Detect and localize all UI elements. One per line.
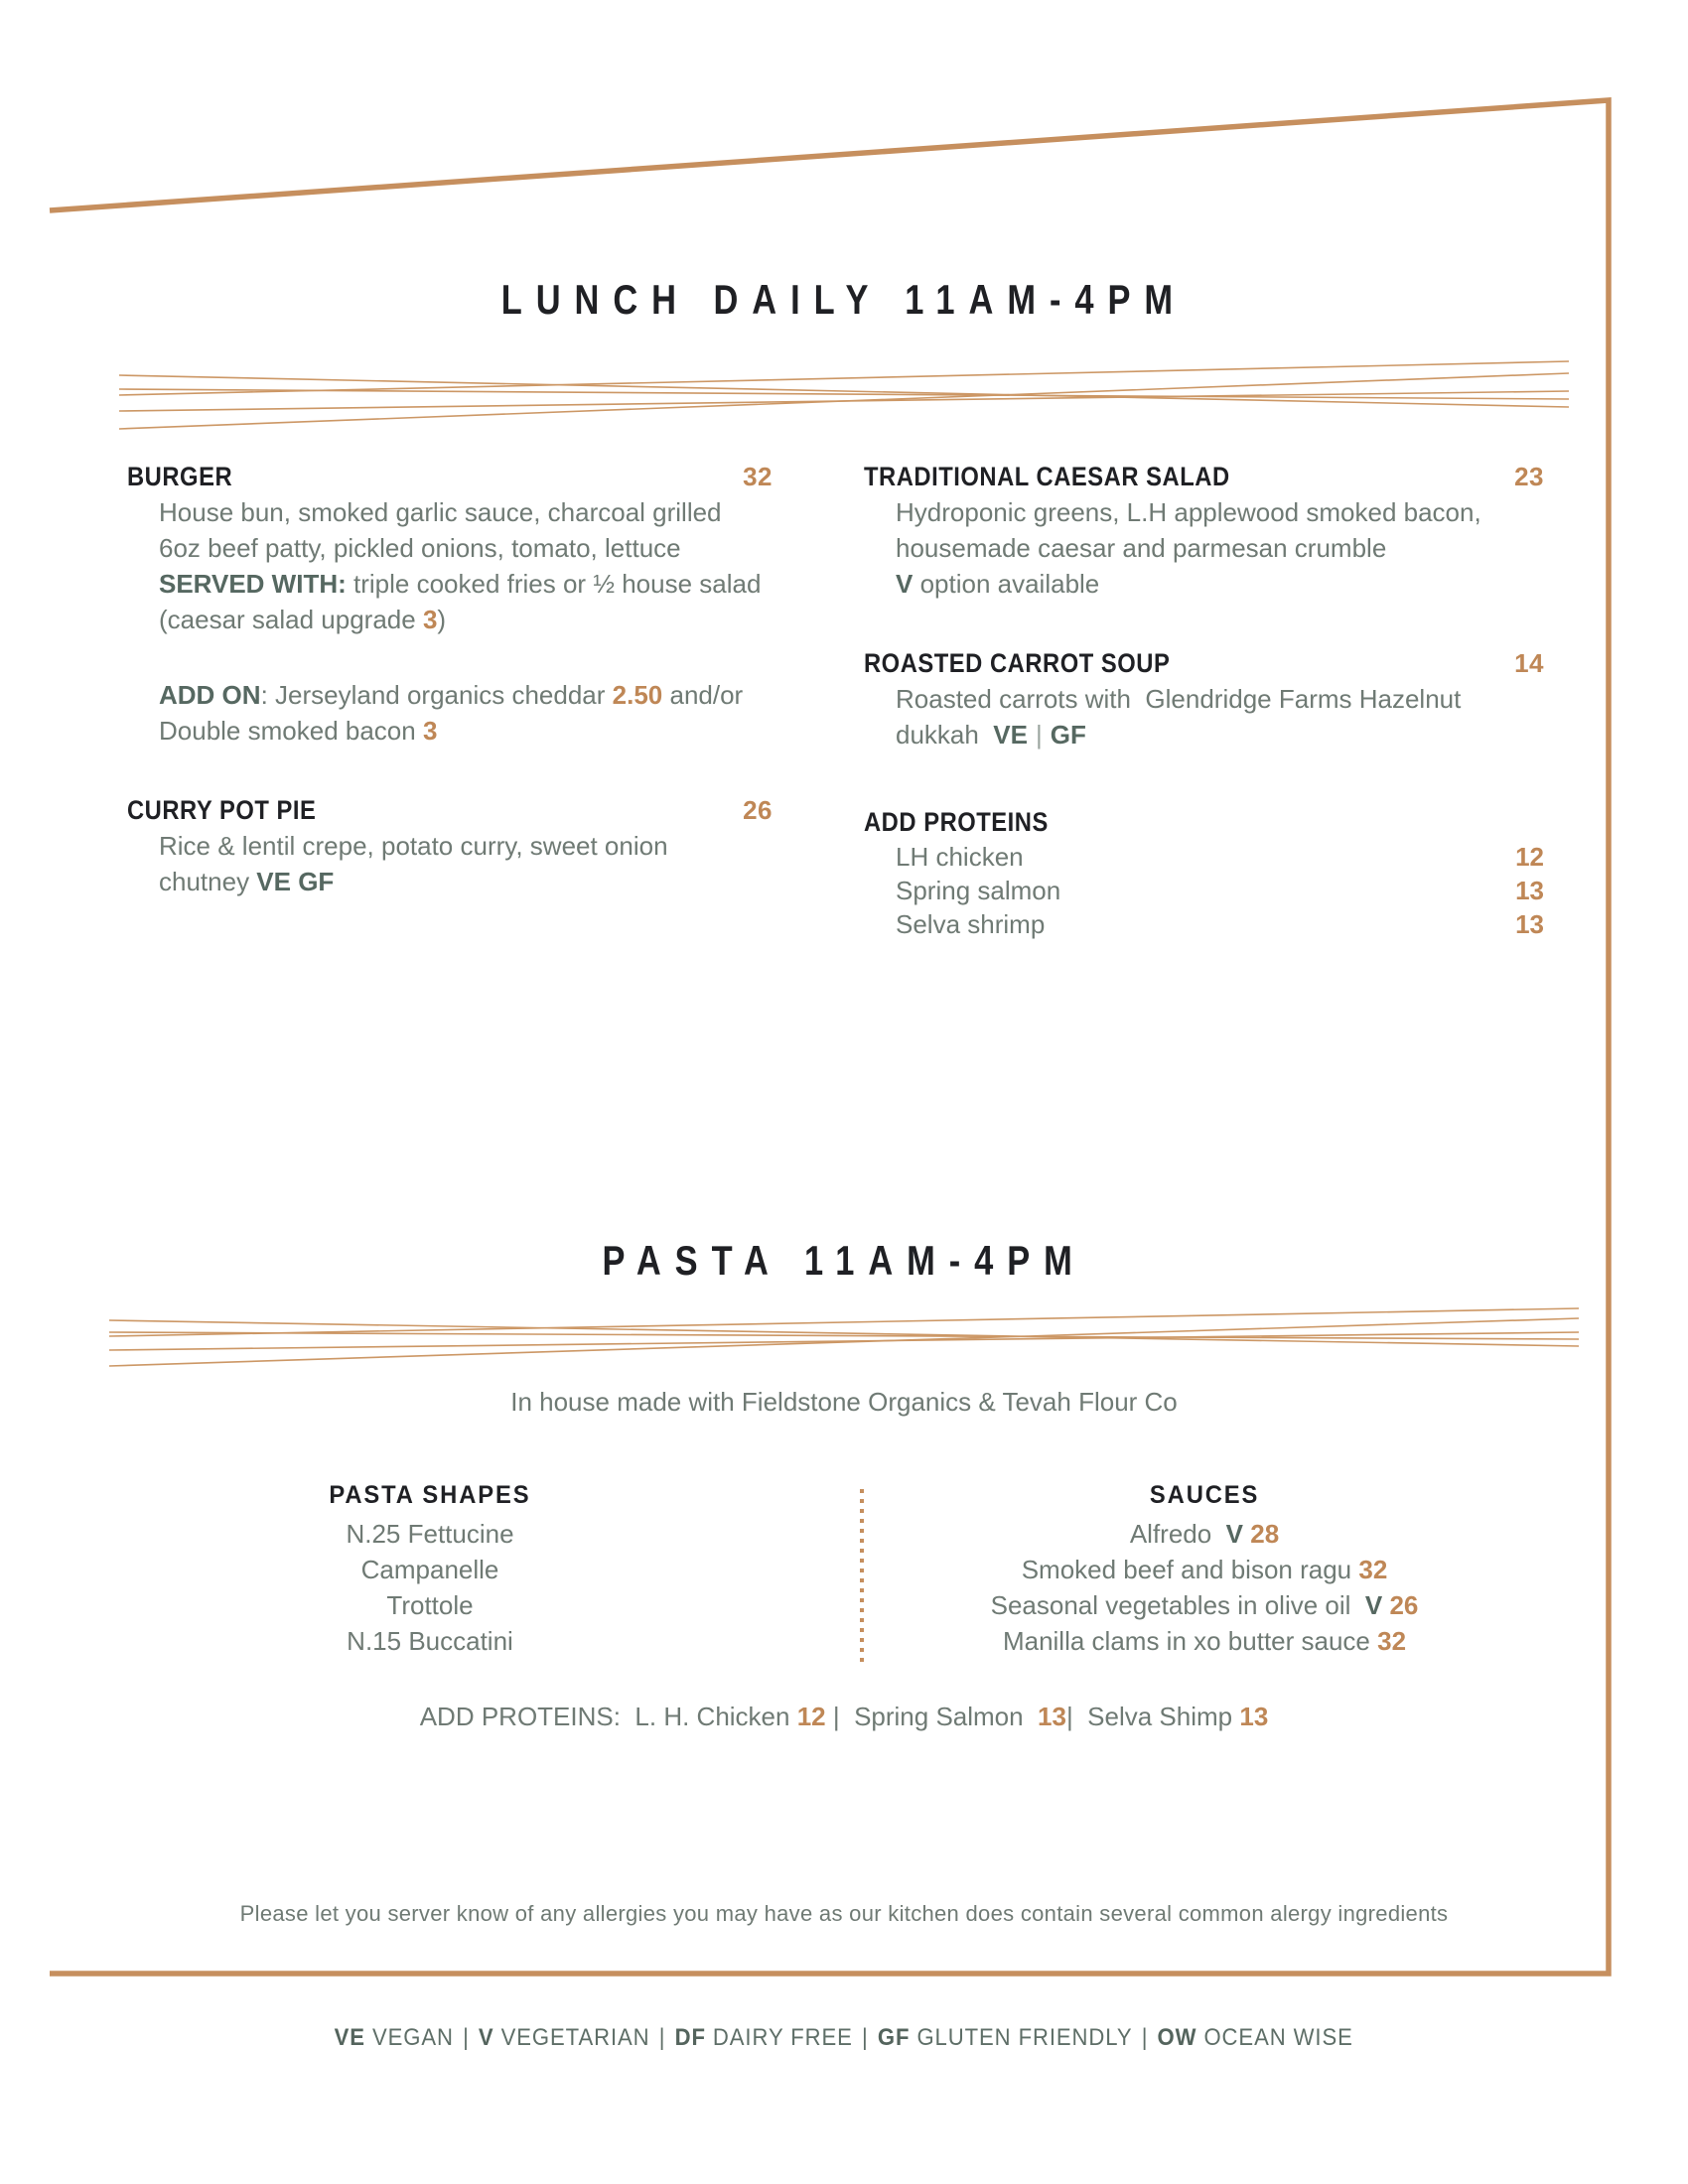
legend-abbr-gf: GF	[878, 2024, 911, 2051]
legend-separator: |	[1142, 2024, 1149, 2051]
pasta-protein-price: 12	[796, 1702, 826, 1731]
protein-name: Selva shrimp	[896, 909, 1046, 939]
pasta-shape-item: N.25 Fettucine	[346, 1519, 514, 1549]
add-proteins-header	[864, 804, 1544, 840]
pasta-proteins-sep: |	[825, 1702, 855, 1731]
carrot-name: ROASTED CARROT SOUP	[864, 648, 1171, 678]
pasta-section	[0, 1239, 1688, 1734]
spacer	[159, 637, 773, 677]
lunch-add-proteins	[864, 804, 1544, 941]
protein-row	[896, 874, 1544, 907]
legend-abbr-ve: VE	[334, 2024, 366, 2051]
burger-addon-line2: Double smoked bacon	[159, 716, 423, 746]
legend-separator: |	[659, 2024, 666, 2051]
burger-addon-price2: 3	[422, 716, 438, 746]
caesar-v-text: option available	[913, 569, 1100, 599]
legend-label-gluten-friendly: GLUTEN FRIENDLY	[910, 2024, 1133, 2051]
legend-separator: |	[463, 2024, 471, 2051]
sauce-text: Manilla clams in xo butter sauce	[1002, 1626, 1378, 1656]
sauce-item	[860, 1587, 1549, 1623]
pasta-shape-item: Campanelle	[360, 1555, 499, 1584]
burger-served-text: triple cooked fries or ½ house salad	[346, 569, 762, 599]
carrot-price: 14	[1514, 648, 1544, 678]
legend-abbr-v: V	[479, 2024, 494, 2051]
burger-addon-text: : Jerseyland organics cheddar	[260, 680, 613, 710]
sauce-price: 32	[1358, 1555, 1388, 1584]
sauce-v-badge: V	[1364, 1590, 1383, 1620]
diet-legend	[0, 2024, 1688, 2052]
burger-addon-price1: 2.50	[612, 680, 663, 710]
protein-price: 13	[1515, 876, 1544, 905]
protein-price: 13	[1515, 909, 1544, 939]
dotted-column-divider	[860, 1489, 864, 1668]
menu-item-burger	[127, 459, 773, 749]
burger-header	[127, 459, 773, 494]
pasta-proteins-text: Spring Salmon	[854, 1702, 1039, 1731]
carrot-header	[864, 645, 1544, 681]
pasta-sauces-column	[860, 1481, 1549, 1659]
curry-desc-line2: chutney	[159, 867, 257, 896]
caesar-desc-line1: Hydroponic greens, L.H applewood smoked bacon,	[896, 497, 1481, 527]
protein-name: LH chicken	[896, 842, 1024, 872]
curry-price: 26	[743, 795, 773, 825]
lunch-columns	[0, 459, 1688, 941]
lunch-section-title	[0, 0, 1688, 332]
sauces-title: SAUCES	[1149, 1481, 1260, 1509]
lunch-divider-strands	[119, 355, 1569, 447]
protein-price: 12	[1515, 842, 1544, 872]
pasta-proteins-sep: |	[1065, 1702, 1088, 1731]
caesar-desc-line2: housemade caesar and parmesan crumble	[896, 533, 1387, 563]
pasta-shapes-column	[0, 1481, 860, 1659]
legend-label-ocean-wise: OCEAN WISE	[1196, 2024, 1354, 2051]
pasta-proteins-text: Selva Shimp	[1087, 1702, 1240, 1731]
protein-row	[896, 840, 1544, 874]
sauce-price: 28	[1250, 1519, 1280, 1549]
carrot-ve-badge: VE	[993, 720, 1028, 750]
sauce-text: Seasonal vegetables in olive oil	[990, 1590, 1365, 1620]
burger-desc-line2: 6oz beef patty, pickled onions, tomato, lettuce	[159, 533, 681, 563]
burger-upgrade-close: )	[437, 605, 447, 634]
sauce-text: Smoked beef and bison ragu	[1021, 1555, 1359, 1584]
sauce-item	[860, 1516, 1549, 1552]
menu-item-carrot-soup	[864, 645, 1544, 752]
pasta-shape-item: N.15 Buccatini	[347, 1626, 513, 1656]
caesar-header	[864, 459, 1544, 494]
allergy-note: Please let you server know of any allergies you may have as our kitchen does contain several common alergy ingredients	[239, 1901, 1449, 1926]
protein-row	[896, 907, 1544, 941]
burger-price: 32	[743, 462, 773, 491]
pasta-columns	[0, 1481, 1688, 1659]
caesar-price: 23	[1514, 462, 1544, 491]
curry-header	[127, 792, 773, 828]
pasta-add-proteins-line	[0, 1699, 1688, 1734]
burger-desc-line1: House bun, smoked garlic sauce, charcoal grilled	[159, 497, 722, 527]
caesar-v-badge: V	[896, 569, 914, 599]
lunch-title-text: LUNCH DAILY 11AM-4PM	[500, 276, 1188, 323]
legend-label-vegan: VEGAN	[365, 2024, 455, 2051]
sauce-price: 32	[1377, 1626, 1407, 1656]
badge-separator: |	[1035, 720, 1043, 750]
burger-addon-label: ADD ON	[159, 680, 261, 710]
pasta-proteins-text: ADD PROTEINS: L. H. Chicken	[419, 1702, 797, 1731]
curry-desc-line1: Rice & lentil crepe, potato curry, sweet onion	[159, 831, 668, 861]
sauce-text: Alfredo	[1129, 1519, 1226, 1549]
legend-label-dairy-free: DAIRY FREE	[706, 2024, 854, 2051]
sauce-price: 26	[1389, 1590, 1419, 1620]
add-proteins-title: ADD PROTEINS	[864, 807, 1049, 837]
carrot-desc-line2: dukkah	[896, 720, 994, 750]
burger-description	[159, 494, 773, 749]
lunch-left-column	[127, 459, 773, 941]
spacer	[864, 602, 1544, 645]
diet-legend-text	[335, 2024, 1353, 2052]
carrot-gf-badge: GF	[1050, 720, 1086, 750]
pasta-title-text: PASTA 11AM-4PM	[602, 1237, 1086, 1284]
curry-description	[159, 828, 773, 899]
pasta-subtitle: In house made with Fieldstone Organics & Tevah Flour Co	[510, 1387, 1178, 1417]
pasta-shape-item: Trottole	[386, 1590, 474, 1620]
burger-upgrade-text: (caesar salad upgrade	[159, 605, 423, 634]
legend-abbr-ow: OW	[1157, 2024, 1197, 2051]
pasta-shapes-title: PASTA SHAPES	[329, 1481, 531, 1509]
legend-separator: |	[862, 2024, 869, 2051]
lunch-right-column	[864, 459, 1544, 941]
sauce-item	[860, 1623, 1549, 1659]
pasta-protein-price: 13	[1239, 1702, 1269, 1731]
menu-item-caesar-salad	[864, 459, 1544, 602]
legend-label-vegetarian: VEGETARIAN	[493, 2024, 650, 2051]
menu-item-curry-pot-pie	[127, 792, 773, 899]
caesar-name: TRADITIONAL CAESAR SALAD	[864, 462, 1230, 491]
legend-abbr-df: DF	[674, 2024, 707, 2051]
curry-diet-badges: VE GF	[256, 867, 335, 896]
pasta-protein-price: 13	[1038, 1702, 1066, 1731]
burger-upgrade-price: 3	[422, 605, 438, 634]
sauce-item	[860, 1552, 1549, 1587]
pasta-section-title	[0, 1239, 1688, 1293]
caesar-description	[896, 494, 1544, 602]
burger-name: BURGER	[127, 462, 233, 491]
spacer	[864, 752, 1544, 804]
burger-addon-text2: and/or	[662, 680, 744, 710]
carrot-description	[896, 681, 1544, 752]
protein-name: Spring salmon	[896, 876, 1061, 905]
pasta-divider-strands	[109, 1306, 1579, 1376]
curry-name: CURRY POT PIE	[127, 795, 317, 825]
carrot-desc-line1: Roasted carrots with Glendridge Farms Hazelnut	[896, 684, 1462, 714]
burger-served-label: SERVED WITH:	[159, 569, 347, 599]
spacer	[127, 749, 773, 792]
sauce-v-badge: V	[1225, 1519, 1243, 1549]
